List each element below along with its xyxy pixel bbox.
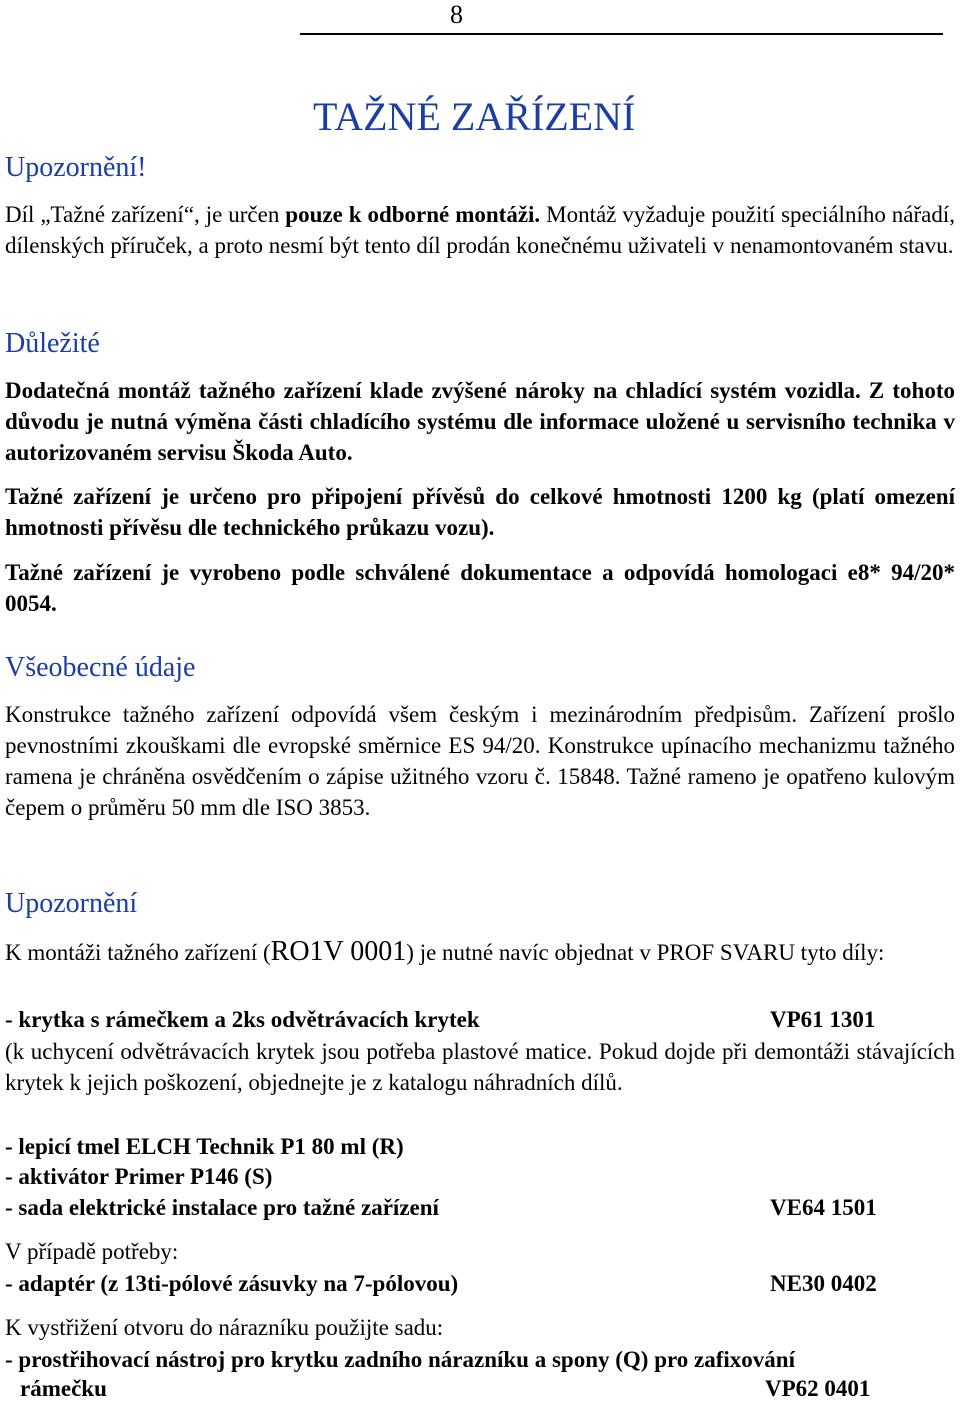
part-item-6-label-2: rámečku [20,1376,107,1401]
part-item-6-code: VP62 0401 [765,1376,871,1401]
warning-paragraph [5,199,955,261]
warning-rest: Montáž vyžaduje použití speciálního nářadí, dílenských příruček, a proto nesmí být tento díl prodán konečnému uživateli v nenamontovaném stavu. [5,202,955,258]
part-item-4 [5,1192,955,1223]
important-paragraph-2: Tažné zařízení je určeno pro připojení přívěsů do celkové hmotnosti 1200 kg (platí omezení hmotnosti přívěsu dle technického průkazu vozu). [5,484,955,540]
warning-intro: Díl „Tažné zařízení“, je určen [5,202,286,227]
notice-intro-a: K montáži tažného zařízení ( [5,940,271,965]
part-item-4-label: - sada elektrické instalace pro tažné zařízení [5,1195,439,1220]
part-item-3: - aktivátor Primer P146 (S) [5,1164,273,1189]
important-paragraph-3: Tažné zařízení je vyrobeno podle schválené dokumentace a odpovídá homologaci e8* 94/20* 0054. [5,560,955,616]
part-item-1-note: (k uchycení odvětrávacích krytek jsou potřeba plastové matice. Pokud dojde při demontáži stávajících krytek k jejich poškození, objednejte je z katalogu náhradních dílů. [5,1039,955,1095]
important-paragraph-1: Dodatečná montáž tažného zařízení klade zvýšené nároky na chladící systém vozidla. Z tohoto důvodu je nutná výměna části chladícího systému dle informace uložené u servisního technika v autorizovaném servisu Škoda Auto. [5,378,955,465]
part-item-6-continued [20,1373,955,1404]
page-number: 8 [450,0,463,29]
warning-intro-bold: pouze k odborné montáži. [285,202,541,227]
part-item-1-code: VP61 1301 [770,1007,876,1032]
header-rule [300,33,943,35]
general-paragraph: Konstrukce tažného zařízení odpovídá všem českým i mezinárodním předpisům. Zařízení prošlo pevnostními zkouškami dle evropské směrnice ES 94/20. Konstrukce upínacího mechanizmu tažného ramena je chráněna osvědčením o zápise užitného vzoru č. 15848. Tažné rameno je opatřeno kulovým čepem o průměru 50 mm dle ISO 3853. [5,702,955,820]
important-heading: Důležité [5,328,100,359]
part-item-5-code: NE30 0402 [770,1271,877,1296]
part-item-5 [5,1268,955,1299]
notice-intro-b: ) je nutné navíc objednat v PROF SVARU tyto díly: [406,940,885,965]
general-heading: Všeobecné údaje [5,652,196,683]
part-item-2: - lepicí tmel ELCH Technik P1 80 ml (R) [5,1134,404,1159]
part-item-1-label: - krytka s rámečkem a 2ks odvětrávacích krytek [5,1007,480,1032]
part-item-6: - prostřihovací nástroj pro krytku zadního nárazníku a spony (Q) pro zafixování [5,1347,795,1372]
notice-heading: Upozornění [5,888,138,919]
part-item-5-label: - adaptér (z 13ti-pólové zásuvky na 7-pólovou) [5,1271,459,1296]
notice-intro [5,936,955,968]
cutout-label: K vystřižení otvoru do nárazníku použijte sadu: [5,1315,444,1340]
notice-intro-code: RO1V 0001 [270,936,407,967]
part-item-1 [5,1004,955,1035]
document-title: TAŽNÉ ZAŘÍZENÍ [313,94,636,139]
if-needed-label: V případě potřeby: [5,1239,179,1264]
warning-heading: Upozornění! [5,152,147,183]
part-item-4-code: VE64 1501 [770,1195,877,1220]
